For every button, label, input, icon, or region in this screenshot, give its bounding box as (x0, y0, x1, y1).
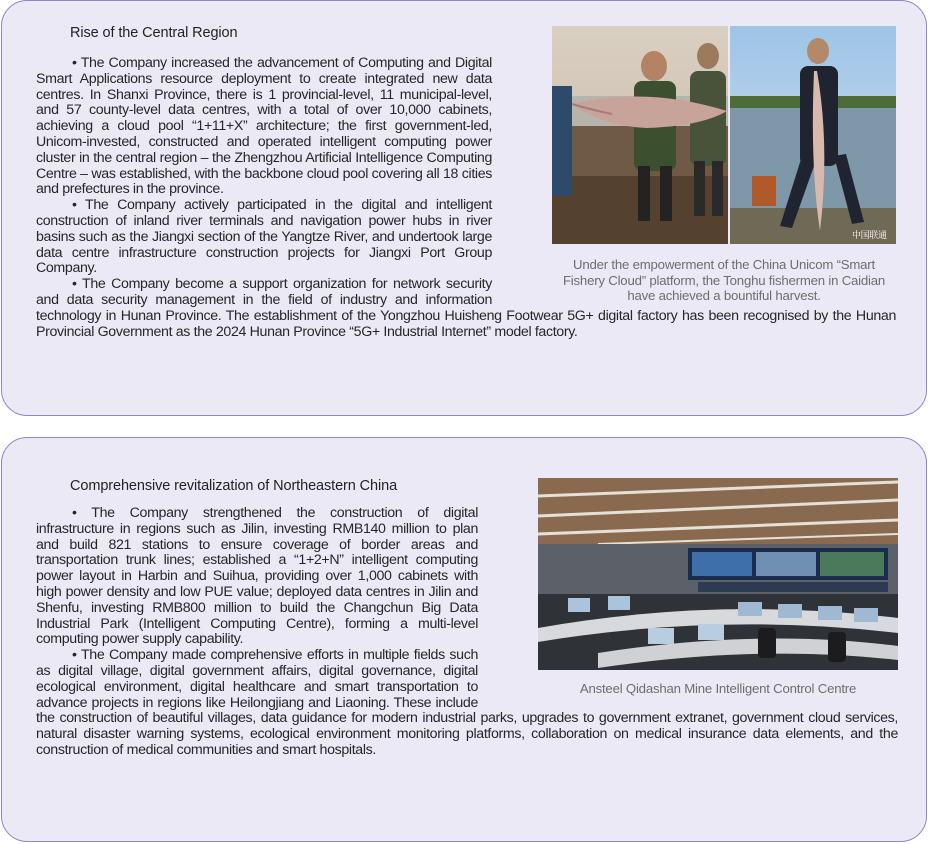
bullet-paragraph: • The Company increased the advancement of Computing and Digital Smart Applications resource deployment to create integrated new data centres. In Shanxi Province, there is 1 provincial-level, 11 municipal-level, and 57 county-level data centres, with a total of over 10,000 cabinets, achieving a cloud pool “1+11+X” architecture; the first government-led, Unicom-invested, constructed and operated intelligent computing power cluster in the central region – the Zhengzhou Artificial Intelligence Computing Centre – was established, with the backbone cloud pool covering all 18 cities and prefectures in the province. (36, 55, 492, 198)
figure-caption: Ansteel Qidashan Mine Intelligent Control Centre (579, 681, 857, 696)
section-body (36, 506, 898, 759)
section-title: Rise of the Central Region (70, 25, 238, 41)
bullet-paragraph: • The Company made comprehensive efforts in multiple fields such as digital village, digital government affairs, digital governance, digital ecological environment, digital healthcare and smart transportation to advance projects in regions like Heilongjiang and Liaoning. These include the construction of beautiful villages, data guidance for modern industrial parks, upgrades to government extranet, government cloud services, natural disaster warning systems, ecological environment monitoring platforms, collaboration on medical insurance data elements, and the construction of medical communities and smart hospitals. (36, 647, 898, 758)
fishermen-photo (552, 26, 896, 244)
northeast-panel (1, 437, 927, 842)
central-region-panel (1, 0, 927, 416)
photo-watermark: 中国联通 (852, 231, 887, 241)
figure (552, 56, 896, 304)
section-body (36, 56, 896, 340)
section-title: Comprehensive revitalization of Northeastern China (70, 478, 398, 494)
bullet-paragraph: • The Company strengthened the construction of digital infrastructure in regions such as Jilin, investing RMB140 million to plan and build 821 stations to ensure coverage of border areas and transportation trunk lines; established a “1+2+N” intelligent computing power layout in Harbin and Suihua, providing over 1,000 cabinets with high power density and low PUE value; deployed data centres in Jilin and Shenfu, investing RMB800 million to build the Changchun Big Data Industrial Park (Intelligent Computing Centre), forming a multi-level computing power supply capability. (36, 505, 478, 648)
control-centre-photo (538, 478, 898, 670)
figure (538, 506, 898, 697)
bullet-paragraph: • The Company actively participated in the digital and intelligent construction of inland river terminals and navigation power hubs in river basins such as the Jiangxi section of the Yangtze River, and undertook large data centre infrastructure construction projects for Jiangxi Port Group Company. (36, 197, 492, 277)
figure-caption: Under the empowerment of the China Unicom “Smart Fishery Cloud” platform, the Tonghu fishermen in Caidian have achieved a bountiful harvest. (562, 257, 886, 303)
bullet-paragraph: • The Company become a support organization for network security and data security management in the field of industry and information technology in Hunan Province. The establishment of the Yongzhou Huisheng Footwear 5G+ digital factory has been recognised by the Hunan Provincial Government as the 2024 Hunan Province “5G+ Industrial Internet” model factory. (36, 276, 896, 340)
